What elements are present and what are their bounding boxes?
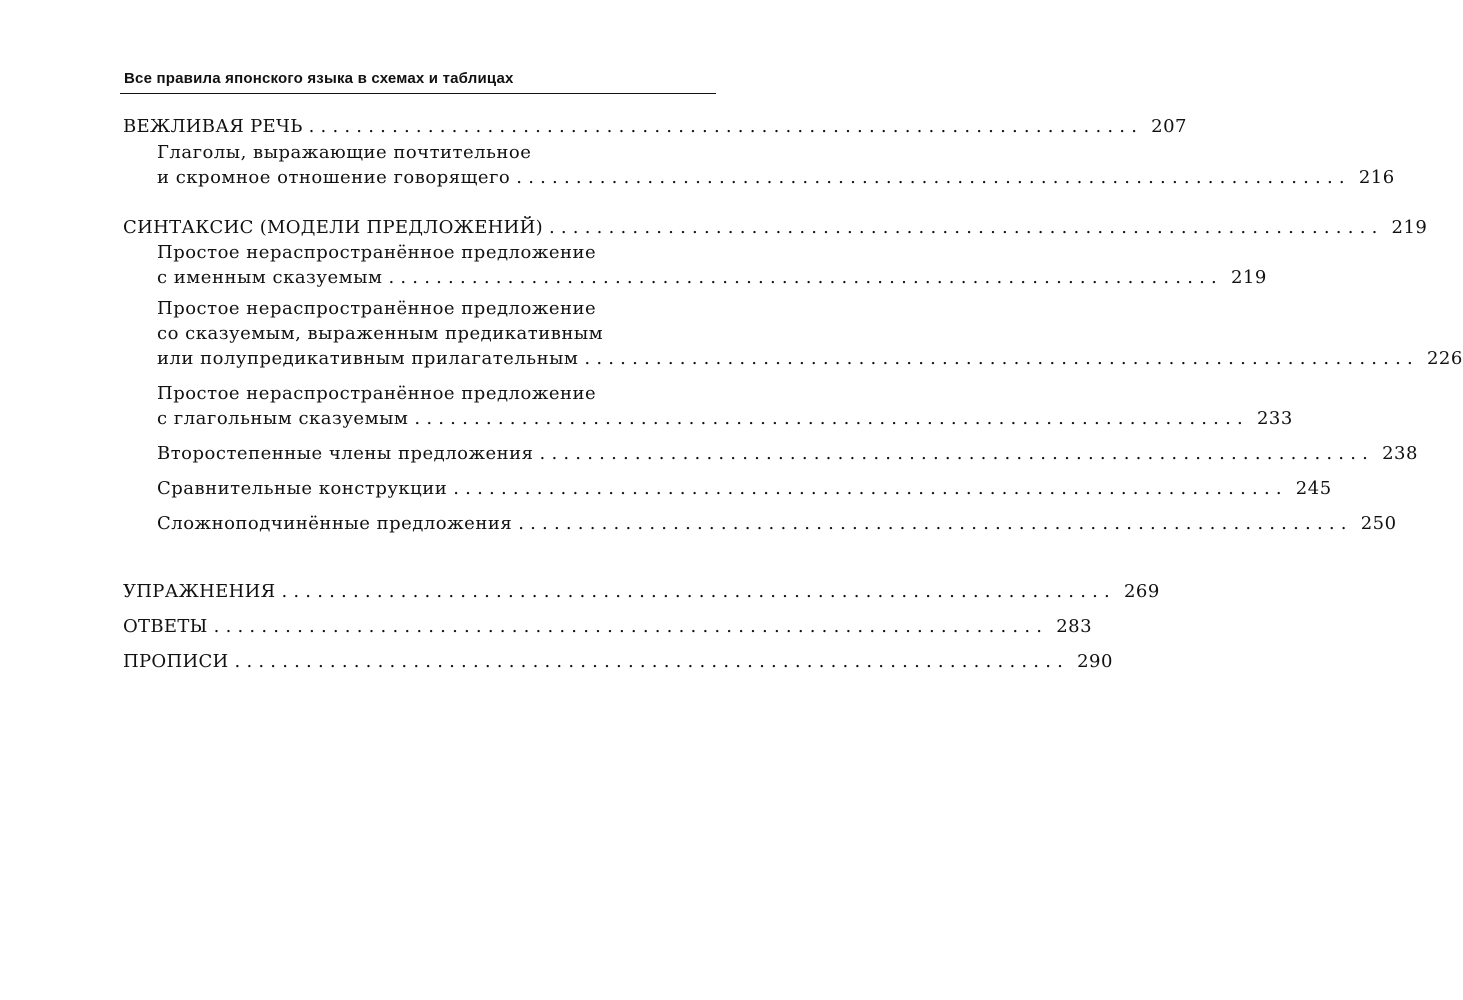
toc-subentry-title: Простое нераспространённое предложение — [157, 383, 597, 404]
dot-leader: ...................................................................... — [539, 443, 1375, 464]
running-header: Все правила японского языка в схемах и таблицах — [124, 70, 514, 87]
toc-page-number: 233 — [1256, 408, 1293, 429]
toc-page-number: 269 — [1123, 581, 1160, 602]
toc-subentry-title: Сравнительные конструкции — [157, 478, 448, 499]
toc-entry-otvety — [123, 616, 1093, 638]
toc-subentry-vtorostepennye — [157, 443, 1418, 465]
toc-page-number: 245 — [1295, 478, 1332, 499]
toc-page-number: 219 — [1230, 267, 1267, 288]
toc-entry-uprazhneniya — [123, 581, 1160, 603]
dot-leader: ...................................................................... — [234, 651, 1070, 672]
dot-leader: ...................................................................... — [308, 116, 1144, 137]
toc-section-title: ОТВЕТЫ — [123, 616, 208, 637]
toc-subentry-title: Простое нераспространённое предложение — [157, 242, 597, 263]
dot-leader: ...................................................................... — [388, 267, 1223, 288]
toc-page-number: 238 — [1382, 443, 1418, 464]
toc-subentry-imennoe — [157, 267, 1267, 289]
toc-page-number: 290 — [1077, 651, 1113, 672]
toc-subentry-title: с глагольным сказуемым — [157, 408, 409, 429]
toc-subentry-glagoly — [157, 167, 1395, 189]
toc-subentry-glagolnoe — [157, 408, 1293, 430]
toc-subentry-title: и скромное отношение говорящего — [157, 167, 511, 188]
dot-leader: ...................................................................... — [548, 217, 1384, 238]
toc-subentry-title: Простое нераспространённое предложение — [157, 298, 597, 319]
toc-entry-propisi — [123, 651, 1113, 673]
toc-subentry-line — [157, 142, 709, 164]
toc-entry-sintaksis — [123, 217, 1428, 239]
toc-section-title: УПРАЖНЕНИЯ — [123, 581, 276, 602]
toc-page-number: 219 — [1391, 217, 1428, 238]
dot-leader: ...................................................................... — [516, 167, 1351, 188]
toc-page-number: 216 — [1358, 167, 1395, 188]
toc-subentry-line — [157, 323, 709, 345]
toc-subentry-title: или полупредикативным прилагательным — [157, 348, 579, 369]
dot-leader: ...................................................................... — [584, 348, 1419, 369]
toc-section-title: ВЕЖЛИВАЯ РЕЧЬ — [123, 116, 303, 137]
toc-section-title: ПРОПИСИ — [123, 651, 229, 672]
toc-subentry-title: Второстепенные члены предложения — [157, 443, 534, 464]
toc-page-number: 207 — [1151, 116, 1188, 137]
toc-subentry-line — [157, 298, 709, 320]
toc-subentry-line — [157, 242, 709, 264]
dot-leader: ...................................................................... — [453, 478, 1288, 499]
toc-subentry-title: Глаголы, выражающие почтительное — [157, 142, 532, 163]
toc-subentry-title: со сказуемым, выраженным предикативным — [157, 323, 604, 344]
toc-subentry-title: Сложноподчинённые предложения — [157, 513, 513, 534]
toc-page-number: 226 — [1426, 348, 1463, 369]
dot-leader: ...................................................................... — [281, 581, 1116, 602]
toc-subentry-predikativnoe — [157, 348, 1463, 370]
toc-section-title: СИНТАКСИС (МОДЕЛИ ПРЕДЛОЖЕНИЙ) — [123, 217, 543, 238]
toc-subentry-sravnitelnye — [157, 478, 1332, 500]
toc-subentry-slozhnopodchinennye — [157, 513, 1397, 535]
dot-leader: ...................................................................... — [213, 616, 1049, 637]
toc-page-number: 250 — [1360, 513, 1397, 534]
toc-entry-vezhlivaya-rech — [123, 116, 1188, 138]
toc-subentry-title: с именным сказуемым — [157, 267, 383, 288]
toc-subentry-line — [157, 383, 709, 405]
dot-leader: ...................................................................... — [518, 513, 1353, 534]
dot-leader: ...................................................................... — [414, 408, 1249, 429]
header-rule — [120, 93, 716, 94]
toc-page-number: 283 — [1056, 616, 1093, 637]
